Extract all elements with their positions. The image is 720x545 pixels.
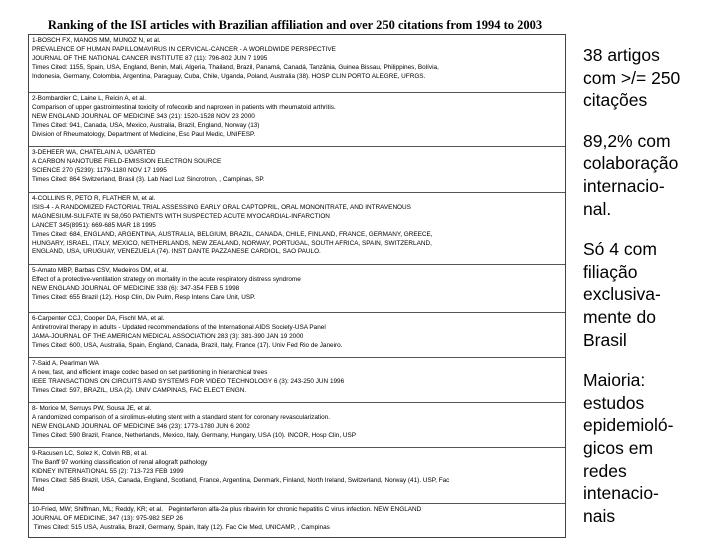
article-citations: Indonesia, Germany, Colombia, Argentina, Paraguay, Cuba, Chile, Uganda, Poland, Australia (38). HOSP CLIN PORTO ALEGRE, UFRGS. (32, 72, 426, 80)
article-entry (29, 265, 565, 313)
article-citations: Times Cited: 515 USA, Australia, Brazil, Germany, Spain, Italy (12). Fac Cie Med, UNICAMP, , Campinas (32, 523, 330, 531)
summary-line: gicos em (583, 437, 654, 458)
article-authors: 6-Carpenter CCJ, Cooper DA, Fischl MA, et al. (32, 315, 165, 322)
article-journal: JOURNAL OF THE NATIONAL CANCER INSTITUTE 87 (11): 796-802 JUN 7 1995 (32, 54, 268, 62)
article-citations: Med (32, 485, 45, 493)
article-title: ISIS-4 - A RANDOMIZED FACTORIAL TRIAL ASSESSING EARLY ORAL CAPTOPRIL, ORAL MONONITRATE, AND INTRAVENOUS (32, 203, 411, 211)
article-affiliation: Division of Rheumatology, Department of Medicine, Esc Paul Medic, UNIFESP. (32, 130, 256, 138)
article-citations: Times Cited: 684, ENGLAND, ARGENTINA, AUSTRALIA, BELGIUM, BRAZIL, CANADA, CHILE, FINLAND, FRANCE, GERMANY, GREECE, (32, 230, 433, 238)
article-title: Comparison of upper gastrointestinal toxicity of rofecoxib and naproxen in patients with rheumatoid arthritis. (32, 103, 336, 111)
article-title: MAGNESIUM-SULFATE IN 58,050 PATIENTS WITH SUSPECTED ACUTE MYOCARDIAL-INFARCTION (32, 212, 330, 220)
summary-line: internacio- (583, 175, 665, 196)
page-title: Ranking of the ISI articles with Brazilian affiliation and over 250 citations from 1994 to 2003 (47, 18, 543, 32)
article-journal: LANCET 345(8951): 669-685 MAR 18 1995 (32, 221, 156, 229)
article-citations: Times Cited: 941, Canada, USA, Mexico, Australia, Brazil, England, Norway (13) (32, 121, 260, 129)
summary-line: Maioria: (583, 370, 646, 391)
article-title: A CARBON NANOTUBE FIELD-EMISSION ELECTRON SOURCE (32, 157, 222, 165)
article-journal: SCIENCE 270 (5239): 1179-1180 NOV 17 1995 (32, 166, 167, 174)
summary-line: Brasil (583, 329, 627, 350)
summary-line: epidemioló- (583, 415, 674, 436)
article-title: The Banff 97 working classification of renal allograft pathology (32, 458, 208, 466)
article-authors: 3-DEHEER WA, CHATELAIN A, UGARTED (32, 149, 156, 156)
summary-point (583, 130, 720, 220)
article-title: PREVALENCE OF HUMAN PAPILLOMAVIRUS IN CERVICAL-CANCER - A WORLDWIDE PERSPECTIVE (32, 45, 336, 53)
summary-line: colaboração (583, 153, 679, 174)
article-authors: 4-COLLINS R, PETO R, FLATHER M, et al. (32, 195, 156, 202)
article-citations: Times Cited: 864 Switzerland, Brasil (3). Lab Nacl Luz Sincrotron, , Campinas, SP. (32, 175, 265, 183)
article-entry (29, 147, 565, 193)
article-journal: KIDNEY INTERNATIONAL 55 (2): 713-723 FEB 1999 (32, 467, 184, 475)
article-authors: 9-Racusen LC, Solez K, Colvin RB, et al. (32, 450, 148, 457)
article-entry (29, 313, 565, 358)
summary-line: filiação (583, 261, 638, 282)
article-title: A randomized comparison of a sirolimus-eluting stent with a standard stent for coronary revascularization. (32, 413, 331, 421)
article-authors: 10-Fried, MW; Shiffman, ML; Reddy, KR; et al. Peginterferon alfa-2a plus ribavirin for chronic hepatitis C virus infection. NEW ENGLAND (32, 506, 422, 513)
article-journal: JOURNAL OF MEDICINE, 347 (13): 975-982 SEP 26 (32, 514, 183, 522)
summary-line: estudos (583, 392, 645, 413)
article-entry (29, 504, 565, 537)
article-entry (29, 193, 565, 265)
article-title: Antiretroviral therapy in adults - Updated recommendations of the International AIDS Society-USA Panel (32, 323, 326, 331)
summary-point (583, 238, 720, 351)
article-entry (29, 93, 565, 147)
article-citations: Times Cited: 1155, Spain, USA, England, Benin, Mali, Algeria, Thailand, Brazil, Panamá, Canadá, Tanzânia, Guinea Bissau, Philippines, Bolívia, (32, 63, 439, 71)
article-journal: NEW ENGLAND JOURNAL OF MEDICINE 338 (6): 347-354 FEB 5 1998 (32, 284, 240, 292)
article-entry (29, 358, 565, 403)
article-list (28, 34, 566, 538)
article-citations: ENGLAND, USA, URUGUAY, VENEZUELA (74). INST DANTE PAZZANESE CARDIOL, SAO PAULO. (32, 248, 321, 256)
article-authors: 5-Amato MBP, Barbas CSV, Medeiros DM, et al. (32, 267, 169, 274)
article-journal: NEW ENGLAND JOURNAL OF MEDICINE 346 (23): 1773-1780 JUN 6 2002 (32, 422, 250, 430)
article-journal: NEW ENGLAND JOURNAL OF MEDICINE 343 (21): 1520-1528 NOV 23 2000 (32, 112, 255, 120)
article-citations: Times Cited: 597, BRAZIL, USA (2). UNIV CAMPINAS, FAC ELECT ENGN. (32, 386, 247, 394)
summary-point (583, 44, 720, 112)
article-authors: 1-BOSCH FX, MANOS MM, MUNOZ N, et al. (32, 37, 161, 44)
summary-line: redes (583, 460, 627, 481)
summary-line: intenacio- (583, 483, 659, 504)
summary-point (583, 369, 720, 527)
article-authors: 2-Bombardier C, Laine L, Reicin A, et al. (32, 95, 147, 102)
summary-line: nal. (583, 198, 612, 219)
article-citations: Times Cited: 600, USA, Australia, Spain, England, Canada, Brazil, Italy, France (17). Univ Fed Rio de Janeiro. (32, 341, 343, 349)
summary-line: 38 artigos (583, 45, 660, 65)
article-citations: Times Cited: 655 Brazil (12). Hosp Clin, Div Pulm, Resp Intens Care Unit, USP. (32, 293, 256, 301)
summary-line: exclusiva- (583, 284, 661, 305)
article-title: A new, fast, and efficient image codec based on set partitioning in hierarchical trees (32, 368, 268, 376)
article-citations: HUNGARY, ISRAEL, ITALY, MEXICO, NETHERLANDS, NEW ZEALAND, NORWAY, PORTUGAL, SOUTH AFRICA, SPAIN, SWITZERLAND, (32, 239, 432, 247)
summary-line: 89,2% com (583, 130, 671, 151)
article-citations: Times Cited: 590 Brazil, France, Netherlands, Mexico, Italy, Germany, Hungary, USA (10). INCOR, Hosp Clin, USP (32, 431, 357, 439)
article-title: Effect of a protective-ventilation strategy on mortality in the acute respiratory distress syndrome (32, 275, 301, 283)
summary-line: Só 4 com (583, 239, 657, 260)
article-entry (29, 35, 565, 93)
summary-line: nais (583, 505, 616, 526)
summary-line: citações (583, 90, 648, 111)
article-authors: 7-Said A, Pearlman WA (32, 360, 99, 367)
article-journal: JAMA-JOURNAL OF THE AMERICAN MEDICAL ASSOCIATION 283 (3): 381-390 JAN 19 2000 (32, 332, 304, 340)
article-entry (29, 403, 565, 448)
article-citations: Times Cited: 585 Brazil, USA, Canada, England, Scotland, France, Argentina, Denmark, Finland, North Ireland, Switzerland, Norway (41). USP, Fac (32, 476, 450, 484)
summary-line: mente do (583, 306, 656, 327)
summary-sidebar (583, 44, 720, 545)
article-authors: 8- Morice M, Serruys PW, Sousa JE, et al. (32, 405, 152, 412)
article-entry (29, 448, 565, 504)
summary-line: com >/= 250 (583, 67, 681, 88)
article-journal: IEEE TRANSACTIONS ON CIRCUITS AND SYSTEMS FOR VIDEO TECHNOLOGY 6 (3): 243-250 JUN 1996 (32, 377, 345, 385)
